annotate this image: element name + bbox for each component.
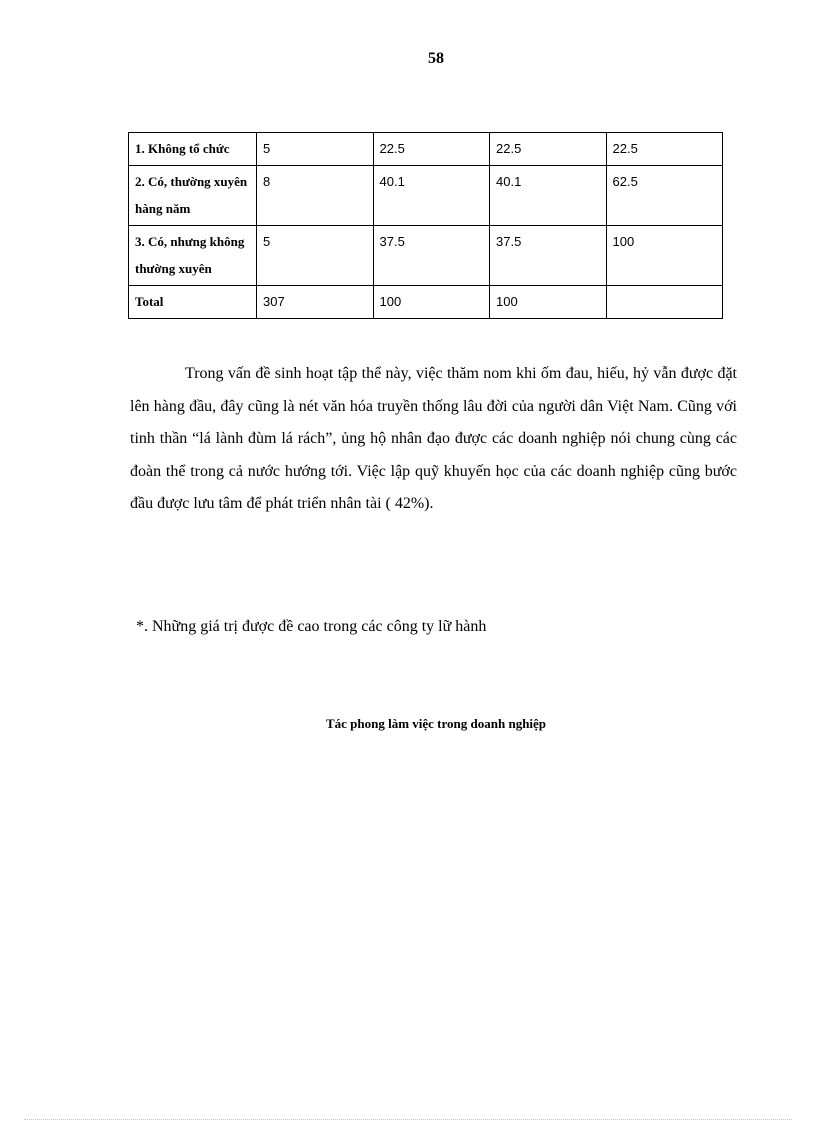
- table-cell: 37.5: [490, 226, 607, 286]
- row-label: 2. Có, thường xuyên hàng năm: [129, 166, 257, 226]
- row-label: 3. Có, nhưng không thường xuyên: [129, 226, 257, 286]
- table-cell: 5: [257, 226, 374, 286]
- figure-caption: Tác phong làm việc trong doanh nghiệp: [325, 716, 547, 731]
- page-number: 58: [428, 50, 444, 67]
- table-cell: 100: [606, 226, 723, 286]
- table-cell: [606, 286, 723, 319]
- section-heading: *. Những giá trị được đề cao trong các công ty lữ hành: [136, 618, 487, 635]
- table-row: [129, 226, 723, 286]
- table-cell: 22.5: [490, 133, 607, 166]
- table-cell: 100: [490, 286, 607, 319]
- table-row: [129, 166, 723, 226]
- page-bottom-divider: [24, 1119, 792, 1120]
- table-cell: 307: [257, 286, 374, 319]
- table-cell: 40.1: [490, 166, 607, 226]
- table-cell: 100: [373, 286, 490, 319]
- table-row: [129, 133, 723, 166]
- row-label: Total: [129, 286, 257, 319]
- table-cell: 62.5: [606, 166, 723, 226]
- data-table: [128, 132, 723, 319]
- body-paragraph: Trong vấn đề sinh hoạt tập thể này, việc thăm nom khi ốm đau, hiếu, hỷ vẫn được đặt lên hàng đầu, đây cũng là nét văn hóa truyền thống lâu đời của người dân Việt Nam. Cũng với tinh thần “lá lành đùm lá rách”, ủng hộ nhân đạo được các doanh nghiệp nói chung cùng các đoàn thể trong cả nước hướng tới. Việc lập quỹ khuyến học của các doanh nghiệp cũng bước đầu được lưu tâm để phát triển nhân tài ( 42%).: [130, 365, 737, 512]
- row-label: 1. Không tổ chức: [129, 133, 257, 166]
- table-row-total: [129, 286, 723, 319]
- table-cell: 40.1: [373, 166, 490, 226]
- table-cell: 37.5: [373, 226, 490, 286]
- table-cell: 8: [257, 166, 374, 226]
- table-cell: 22.5: [606, 133, 723, 166]
- table-cell: 22.5: [373, 133, 490, 166]
- table-cell: 5: [257, 133, 374, 166]
